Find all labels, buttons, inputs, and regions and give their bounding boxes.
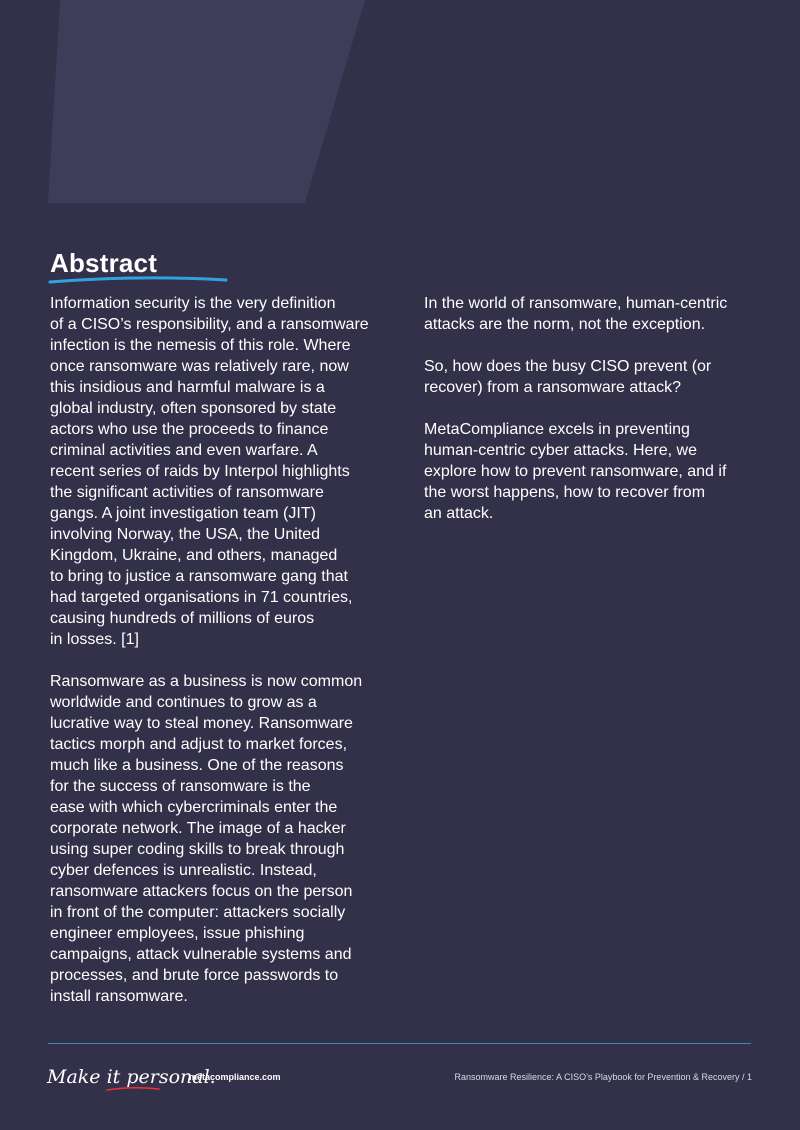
text-line: once ransomware was relatively rare, now [50, 358, 349, 375]
paragraph [424, 293, 764, 335]
footer-doc-title: Ransomware Resilience: A CISO’s Playbook for Prevention & Recovery / 1 [454, 1072, 752, 1082]
text-line: Information security is the very definition [50, 295, 336, 312]
text-line: global industry, often sponsored by state [50, 400, 337, 417]
text-line: ransomware attackers focus on the person [50, 883, 353, 900]
footer-url[interactable]: metacompliance.com [189, 1072, 281, 1082]
text-line: to bring to justice a ransomware gang that [50, 568, 348, 585]
text-line: recent series of raids by Interpol highlights [50, 463, 350, 480]
paragraph [424, 419, 764, 524]
text-line: gangs. A joint investigation team (JIT) [50, 505, 316, 522]
text-line: in losses. [1] [50, 631, 139, 648]
text-line: attacks are the norm, not the exception. [424, 316, 706, 333]
text-line: In the world of ransomware, human-centric [424, 295, 728, 312]
footer-divider [48, 1043, 751, 1044]
text-line: So, how does the busy CISO prevent (or [424, 358, 712, 375]
text-line: an attack. [424, 505, 494, 522]
text-line: worldwide and continues to grow as a [50, 694, 317, 711]
svg-text:Make it personal.: Make it personal. [47, 1066, 216, 1088]
text-line: Kingdom, Ukraine, and others, managed [50, 547, 338, 564]
left-column [50, 293, 390, 1007]
text-line: recover) from a ransomware attack? [424, 379, 681, 396]
text-line: lucrative way to steal money. Ransomware [50, 715, 353, 732]
text-line: engineer employees, issue phishing [50, 925, 305, 942]
paragraph [50, 293, 390, 650]
text-line: of a CISO’s responsibility, and a ransomware [50, 316, 369, 333]
heading-underline [48, 275, 230, 287]
make-it-personal-logo [47, 1061, 216, 1095]
paragraph [424, 356, 764, 398]
text-line: criminal activities and even warfare. A [50, 442, 318, 459]
text-line: Ransomware as a business is now common [50, 673, 363, 690]
text-line: human-centric cyber attacks. Here, we [424, 442, 697, 459]
text-line: ease with which cybercriminals enter the [50, 799, 338, 816]
text-line: MetaCompliance excels in preventing [424, 421, 690, 438]
text-line: in front of the computer: attackers socially [50, 904, 346, 921]
page-heading: Abstract [50, 248, 158, 278]
text-line: this insidious and harmful malware is a [50, 379, 325, 396]
text-line: explore how to prevent ransomware, and if [424, 463, 727, 480]
right-column [424, 293, 764, 524]
text-line: had targeted organisations in 71 countries, [50, 589, 353, 606]
text-line: install ransomware. [50, 988, 188, 1005]
text-line: infection is the nemesis of this role. Where [50, 337, 351, 354]
text-line: for the success of ransomware is the [50, 778, 311, 795]
text-line: involving Norway, the USA, the United [50, 526, 321, 543]
text-line: tactics morph and adjust to market forces, [50, 736, 348, 753]
text-line: processes, and brute force passwords to [50, 967, 339, 984]
text-line: actors who use the proceeds to finance [50, 421, 329, 438]
text-line: much like a business. One of the reasons [50, 757, 344, 774]
text-line: corporate network. The image of a hacker [50, 820, 346, 837]
text-line: causing hundreds of millions of euros [50, 610, 315, 627]
decorative-parallelogram [0, 0, 800, 210]
text-line: campaigns, attack vulnerable systems and [50, 946, 352, 963]
text-line: the worst happens, how to recover from [424, 484, 706, 501]
text-line: the significant activities of ransomware [50, 484, 324, 501]
paragraph [50, 671, 390, 1007]
text-line: cyber defences is unrealistic. Instead, [50, 862, 317, 879]
text-line: using super coding skills to break through [50, 841, 345, 858]
